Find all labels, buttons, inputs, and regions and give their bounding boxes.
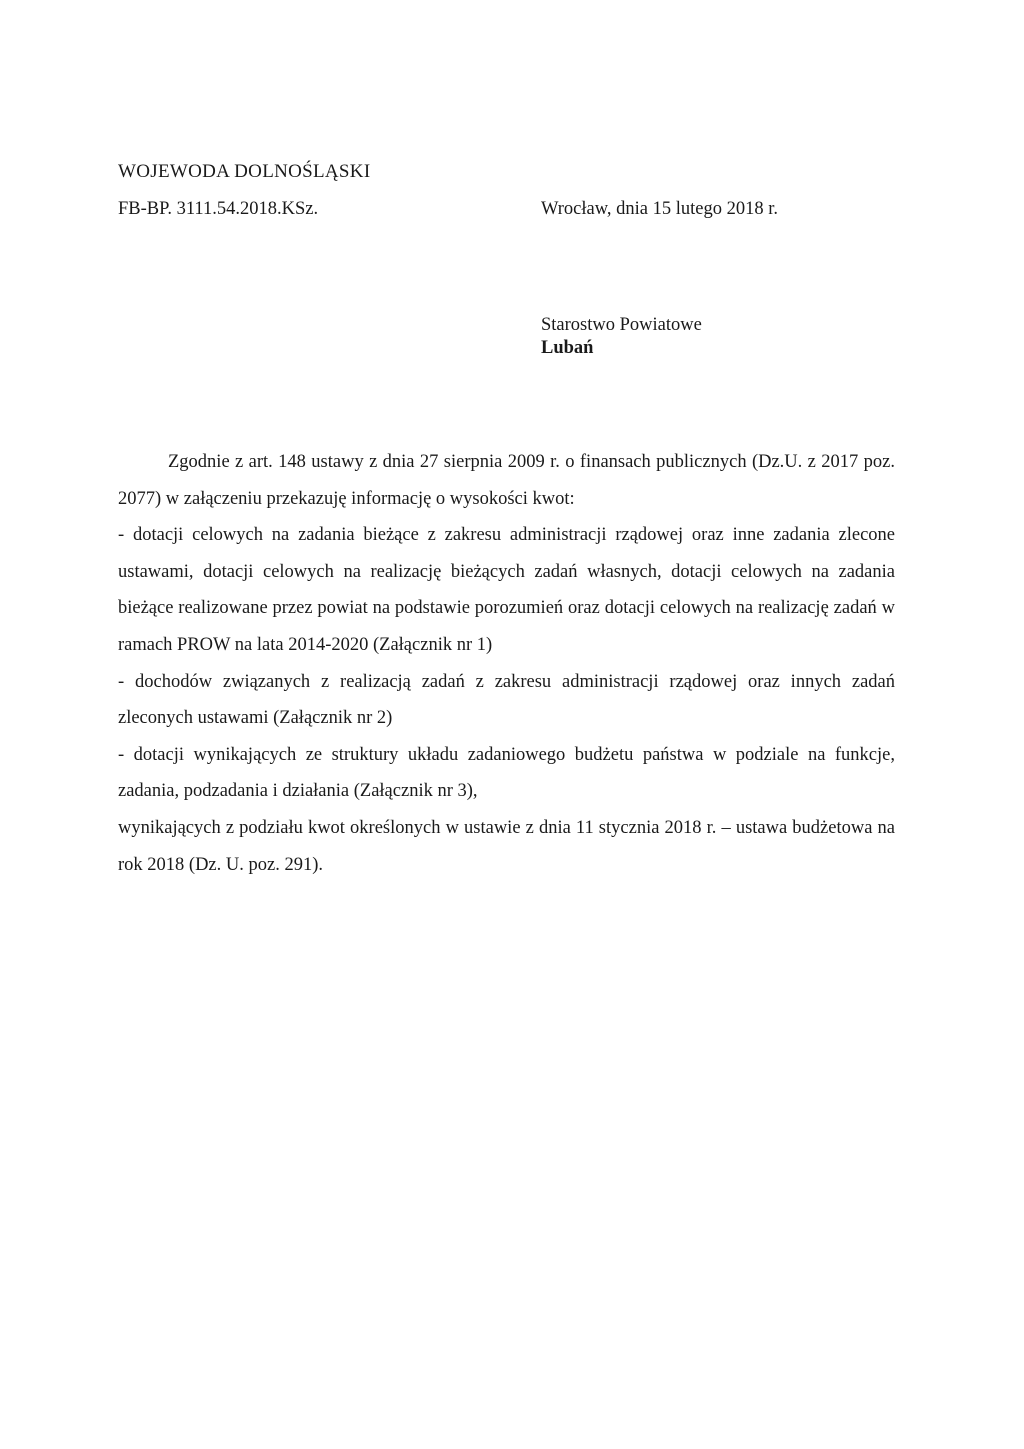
list-item-dotacje-celowe: - dotacji celowych na zadania bieżące z zakresu administracji rządowej oraz inne zadania zlecone ustawami, dotacji celowych na realizację bieżących zadań własnych, dotacji celowych na zadania bieżące realizowane przez powiat na podstawie porozumień oraz dotacji celowych na realizację zadań w ramach PROW na lata 2014-2020 (Załącznik nr 1) <box>118 525 895 655</box>
place-and-date: Wrocław, dnia 15 lutego 2018 r. <box>541 199 778 219</box>
recipient-block <box>541 314 702 360</box>
intro-paragraph: Zgodnie z art. 148 ustawy z dnia 27 sierpnia 2009 r. o finansach publicznych (Dz.U. z 2017 poz. 2077) w załączeniu przekazuję informację o wysokości kwot: <box>118 452 895 509</box>
recipient-name: Starostwo Powiatowe <box>541 315 702 335</box>
closing-paragraph: wynikających z podziału kwot określonych w ustawie z dnia 11 stycznia 2018 r. – ustawa budżetowa na rok 2018 (Dz. U. poz. 291). <box>118 817 895 875</box>
reference-number: FB-BP. 3111.54.2018.KSz. <box>118 199 319 219</box>
list-item-dochody: - dochodów związanych z realizacją zadań z zakresu administracji rządowej oraz innych zadań zleconych ustawami (Załącznik nr 2) <box>118 671 895 729</box>
letter-body <box>118 444 895 883</box>
recipient-city: Lubań <box>541 338 594 358</box>
list-item-uklad-zadaniowy: - dotacji wynikających ze struktury układu zadaniowego budżetu państwa w podziale na funkcje, zadania, podzadania i działania (Załącznik nr 3), <box>118 744 895 802</box>
issuing-authority: WOJEWODA DOLNOŚLĄSKI <box>118 161 371 182</box>
